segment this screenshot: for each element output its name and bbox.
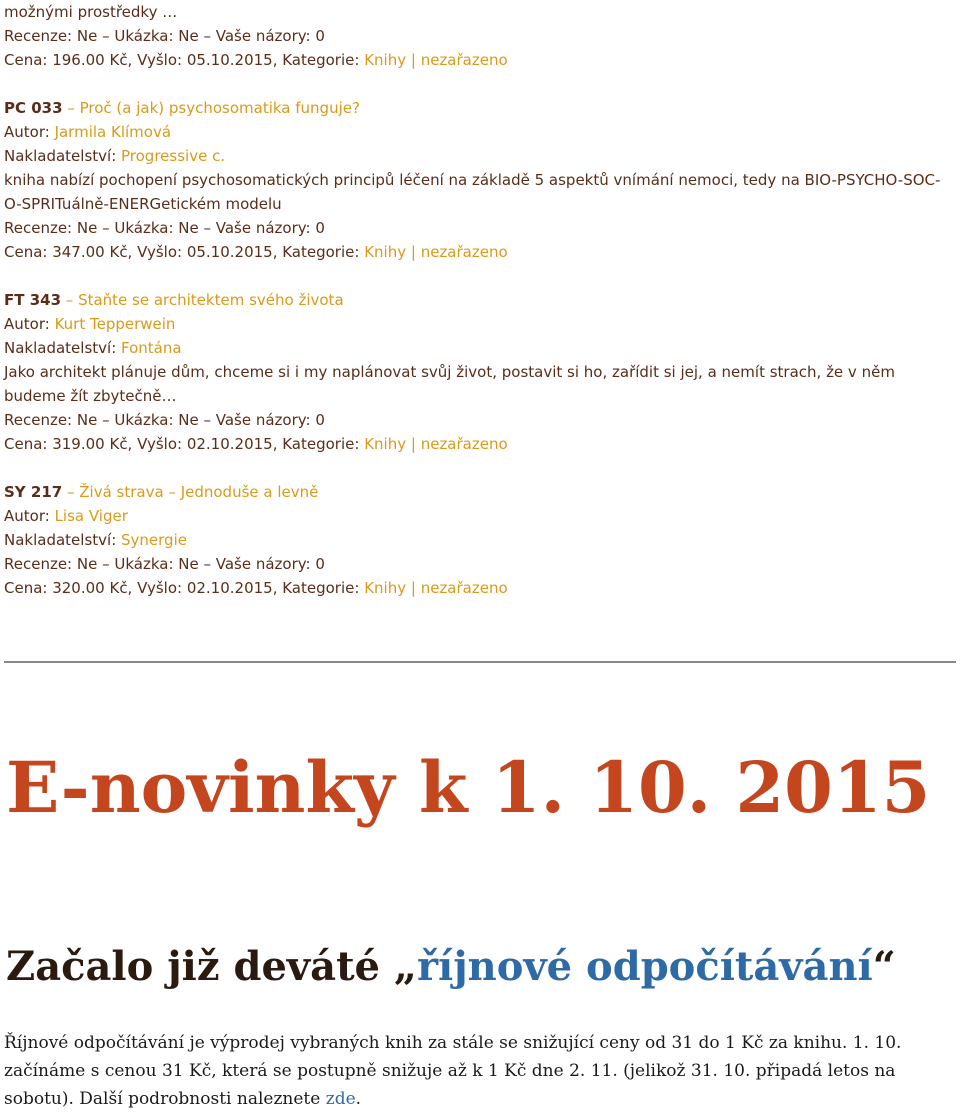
book-price-text: Cena: 196.00 Kč, Vyšlo: 05.10.2015, Kategorie: bbox=[4, 51, 365, 69]
book-title-line bbox=[4, 288, 956, 312]
publisher-label: Nakladatelství: bbox=[4, 531, 122, 549]
book-price-line bbox=[4, 576, 956, 600]
article-paragraph bbox=[4, 1029, 944, 1113]
book-author-line bbox=[4, 120, 956, 144]
category-link-nezarazeno[interactable]: nezařazeno bbox=[420, 51, 508, 69]
article-heading bbox=[6, 940, 896, 994]
publisher-label: Nakladatelství: bbox=[4, 339, 122, 357]
book-title-link[interactable]: Proč (a jak) psychosomatika funguje? bbox=[79, 99, 360, 117]
publisher-label: Nakladatelství: bbox=[4, 147, 122, 165]
book-price-text: Cena: 319.00 Kč, Vyšlo: 02.10.2015, Kategorie: bbox=[4, 435, 365, 453]
book-price-text: Cena: 320.00 Kč, Vyšlo: 02.10.2015, Kategorie: bbox=[4, 579, 365, 597]
title-separator: – bbox=[62, 483, 80, 501]
author-link[interactable]: Lisa Viger bbox=[54, 507, 128, 525]
book-code: FT 343 bbox=[4, 291, 62, 309]
book-description: kniha nabízí pochopení psychosomatických principů léčení na základě 5 aspektů vnímání nemoci, tedy na BIO-PSYCHO-SOC-O-SPRITuálně-ENERGetickém modelu bbox=[4, 171, 941, 213]
author-label: Autor: bbox=[4, 315, 55, 333]
book-publisher-line bbox=[4, 144, 956, 168]
book-title-link[interactable]: Živá strava – Jednoduše a levně bbox=[79, 483, 319, 501]
book-author-line bbox=[4, 312, 956, 336]
book-price-line bbox=[4, 432, 956, 456]
category-link-nezarazeno[interactable]: nezařazeno bbox=[420, 435, 508, 453]
category-separator: | bbox=[406, 51, 421, 69]
book-description-tail: možnými prostředky … bbox=[4, 3, 178, 21]
category-link-knihy[interactable]: Knihy bbox=[364, 579, 407, 597]
article-heading-prefix: Začalo již deváté „ bbox=[6, 943, 417, 990]
article-paragraph-end: . bbox=[355, 1089, 362, 1109]
book-publisher-line bbox=[4, 336, 956, 360]
category-link-nezarazeno[interactable]: nezařazeno bbox=[420, 579, 508, 597]
book-code: PC 033 bbox=[4, 99, 63, 117]
book-title-link[interactable]: Staňte se architektem svého života bbox=[78, 291, 344, 309]
book-reviews-line: Recenze: Ne – Ukázka: Ne – Vaše názory: 0 bbox=[4, 555, 325, 573]
book-description: Jako architekt plánuje dům, chceme si i my naplánovat svůj život, postavit si ho, zařídit si jej, a nemít strach, že v něm budeme žít zbytečně… bbox=[4, 363, 895, 405]
title-separator: – bbox=[62, 99, 80, 117]
publisher-link[interactable]: Synergie bbox=[121, 531, 187, 549]
book-title-line bbox=[4, 96, 956, 120]
article-heading-link[interactable]: říjnové odpočítávání bbox=[416, 943, 873, 990]
book-entry bbox=[4, 288, 956, 456]
book-code: SY 217 bbox=[4, 483, 63, 501]
book-title-line bbox=[4, 480, 956, 504]
category-separator: | bbox=[406, 435, 421, 453]
category-separator: | bbox=[406, 243, 421, 261]
publisher-link[interactable]: Progressive c. bbox=[121, 147, 226, 165]
book-price-text: Cena: 347.00 Kč, Vyšlo: 05.10.2015, Kategorie: bbox=[4, 243, 365, 261]
book-publisher-line bbox=[4, 528, 956, 552]
title-separator: – bbox=[61, 291, 79, 309]
section-divider bbox=[4, 661, 956, 663]
article-heading-suffix: “ bbox=[872, 943, 896, 990]
category-separator: | bbox=[406, 579, 421, 597]
section-heading: E-novinky k 1. 10. 2015 bbox=[6, 746, 931, 829]
book-author-line bbox=[4, 504, 956, 528]
category-link-knihy[interactable]: Knihy bbox=[364, 243, 407, 261]
book-entry bbox=[4, 96, 956, 264]
category-link-knihy[interactable]: Knihy bbox=[364, 435, 407, 453]
book-reviews-line: Recenze: Ne – Ukázka: Ne – Vaše názory: 0 bbox=[4, 27, 325, 45]
article-paragraph-text: Říjnové odpočítávání je výprodej vybraných knih za stále se snižující ceny od 31 do 1 Kč za knihu. 1. 10. začínáme s cenou 31 Kč, která se postupně snižuje až k 1 Kč dne 2. 11. (jelikož 31. 10. připadá letos na sobotu). Další podrobnosti naleznete bbox=[4, 1033, 902, 1109]
category-link-knihy[interactable]: Knihy bbox=[364, 51, 407, 69]
category-link-nezarazeno[interactable]: nezařazeno bbox=[420, 243, 508, 261]
book-entry bbox=[4, 480, 956, 600]
author-label: Autor: bbox=[4, 507, 55, 525]
author-link[interactable]: Kurt Tepperwein bbox=[54, 315, 176, 333]
publisher-link[interactable]: Fontána bbox=[121, 339, 182, 357]
author-link[interactable]: Jarmila Klímová bbox=[54, 123, 172, 141]
book-reviews-line: Recenze: Ne – Ukázka: Ne – Vaše názory: 0 bbox=[4, 411, 325, 429]
book-reviews-line: Recenze: Ne – Ukázka: Ne – Vaše názory: 0 bbox=[4, 219, 325, 237]
author-label: Autor: bbox=[4, 123, 55, 141]
book-price-line bbox=[4, 48, 956, 72]
book-price-line bbox=[4, 240, 956, 264]
details-link[interactable]: zde bbox=[325, 1089, 356, 1109]
